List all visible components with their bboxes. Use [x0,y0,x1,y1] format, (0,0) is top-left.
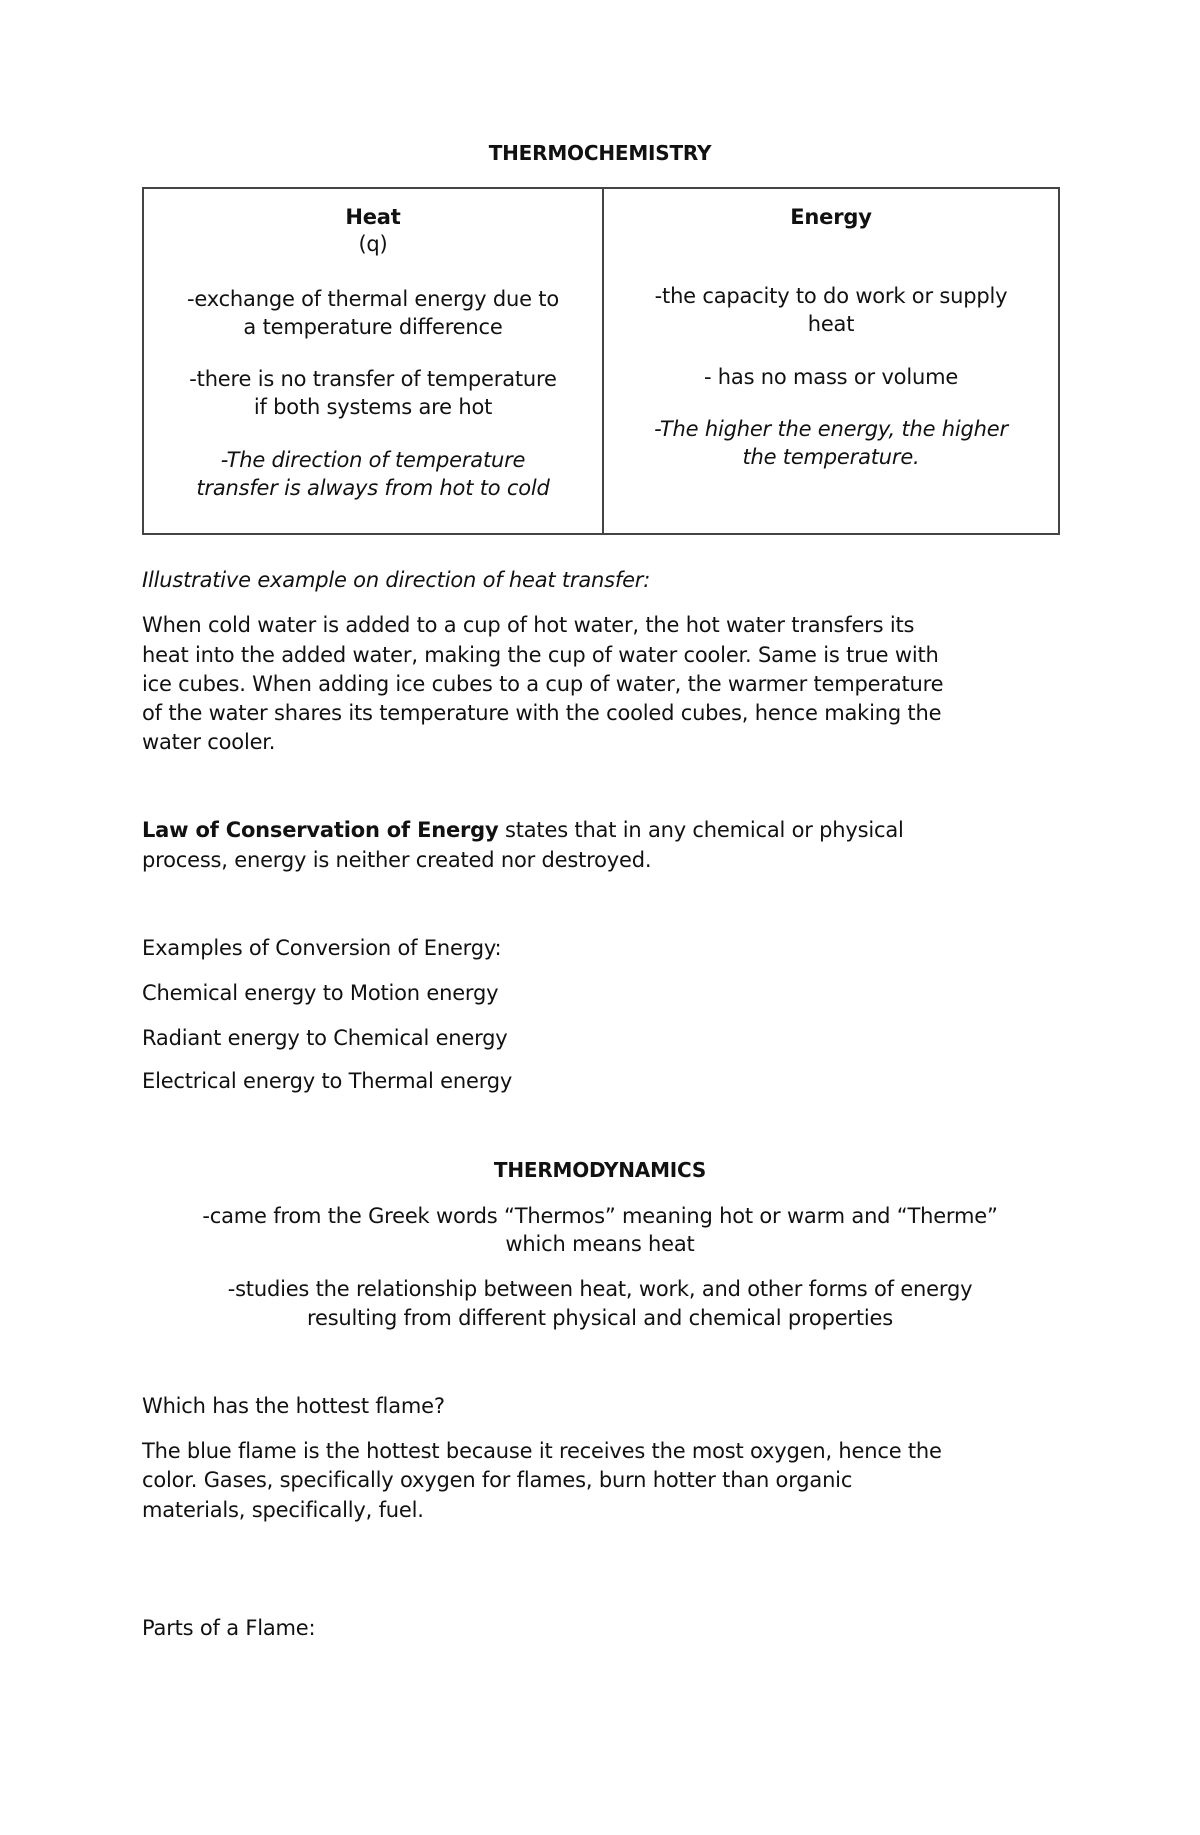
heat-point-1-line-1: -exchange of thermal energy due to [187,287,559,311]
heat-symbol: (q) [358,232,388,256]
paragraph-line: heat into the added water, making the cup of water cooler. Same is true with [142,643,939,667]
examples-heading: Examples of Conversion of Energy: [142,936,502,960]
thermodynamics-heading: THERMODYNAMICS [493,1158,707,1182]
example-item: Electrical energy to Thermal energy [142,1069,513,1093]
heat-point-3-line-2: transfer is always from hot to cold [196,476,550,500]
example-item: Radiant energy to Chemical energy [142,1026,508,1050]
law-term: Law of Conservation of Energy [142,818,499,842]
energy-point-1-line-2: heat [807,312,855,336]
thermodynamics-point-2-line-1: -studies the relationship between heat, work, and other forms of energy [227,1277,973,1301]
heat-point-2-line-2: if both systems are hot [253,395,493,419]
flame-question: Which has the hottest flame? [142,1394,445,1418]
thermodynamics-point-1-line-1: -came from the Greek words “Thermos” meaning hot or warm and “Therme” [202,1204,998,1228]
thermodynamics-point-2-line-2: resulting from different physical and chemical properties [307,1306,893,1330]
paragraph-line: water cooler. [142,730,276,754]
paragraph-line: ice cubes. When adding ice cubes to a cup of water, the warmer temperature [142,672,944,696]
page-title: THERMOCHEMISTRY [488,141,712,165]
energy-column [604,189,1058,533]
law-statement: states that in any chemical or physical [498,818,904,842]
energy-point-1-line-1: -the capacity to do work or supply [654,284,1008,308]
heat-point-2-line-1: -there is no transfer of temperature [189,367,557,391]
parts-of-flame-heading: Parts of a Flame: [142,1616,316,1640]
paragraph-line: of the water shares its temperature with the cooled cubes, hence making the [142,701,942,725]
heat-energy-table [142,187,1060,535]
flame-answer-line: The blue flame is the hottest because it receives the most oxygen, hence the [142,1439,942,1463]
heat-point-3-line-1: -The direction of temperature [220,448,526,472]
illustrative-heading: Illustrative example on direction of heat transfer: [142,568,651,592]
energy-point-3-line-1: -The higher the energy, the higher [654,417,1008,441]
flame-answer-line: color. Gases, specifically oxygen for flames, burn hotter than organic [142,1468,853,1492]
flame-answer-line: materials, specifically, fuel. [142,1498,424,1522]
energy-heading: Energy [790,205,872,229]
law-line-1 [142,815,1058,845]
energy-point-3-line-2: the temperature. [742,445,920,469]
thermodynamics-point-1-line-2: which means heat [505,1232,695,1256]
energy-point-2: - has no mass or volume [703,365,959,389]
heat-column [144,189,604,533]
heat-heading: Heat [345,205,401,229]
example-item: Chemical energy to Motion energy [142,981,499,1005]
law-line-2: process, energy is neither created nor destroyed. [142,848,652,872]
heat-point-1-line-2: a temperature difference [243,315,503,339]
paragraph-line: When cold water is added to a cup of hot water, the hot water transfers its [142,613,915,637]
